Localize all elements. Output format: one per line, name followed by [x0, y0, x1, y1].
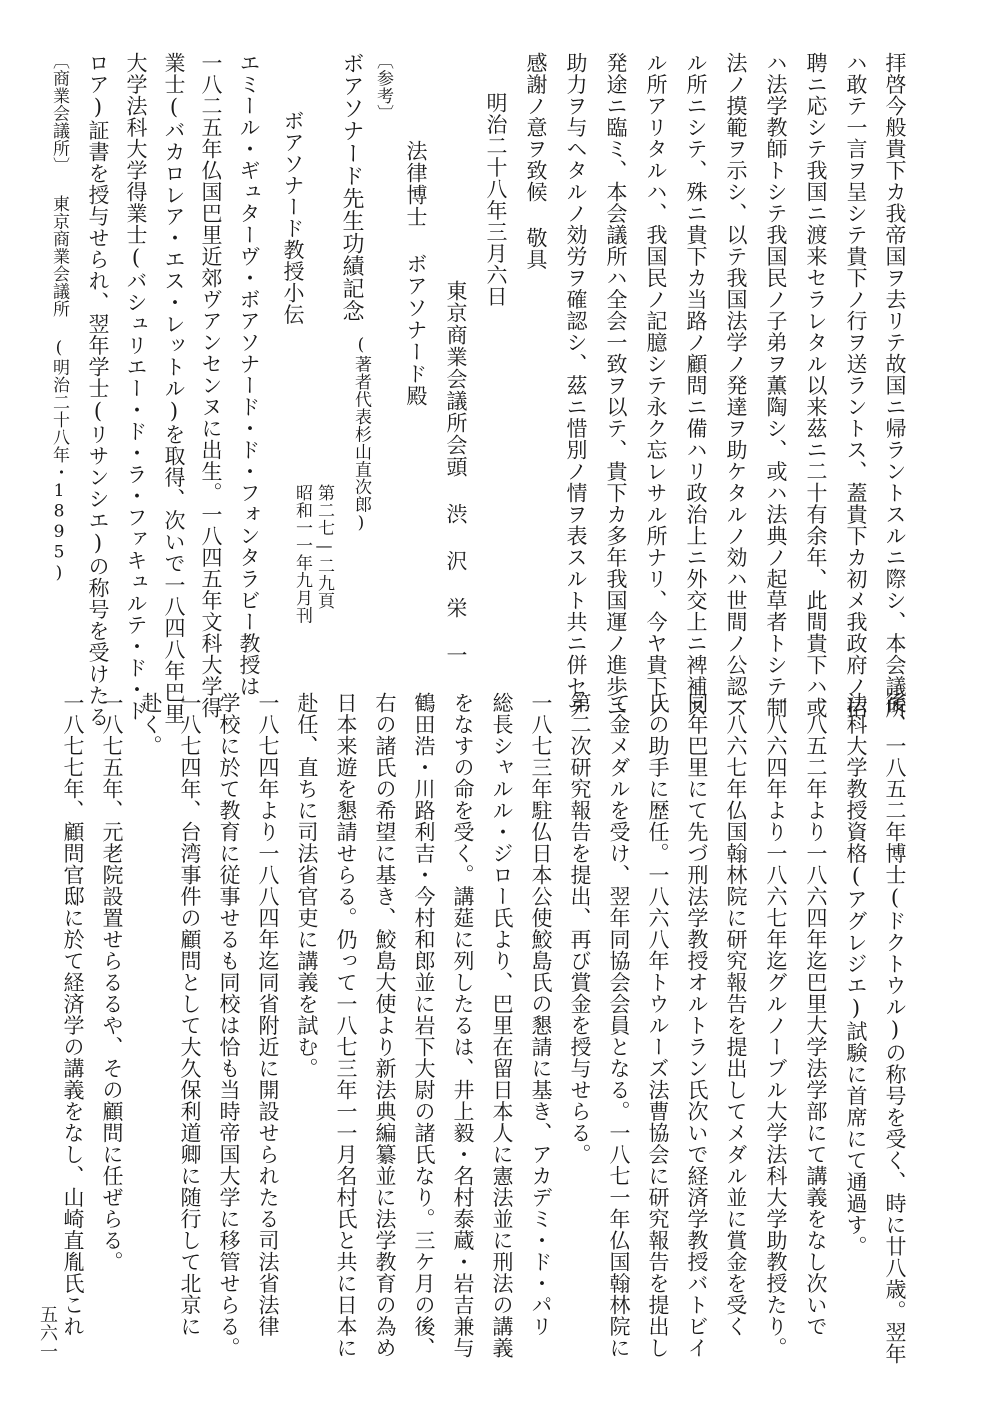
bio-continued-line: 後、一八五二年博士(ドクトウル)の称号を受く、時に廿八歳。翌年: [883, 692, 907, 1365]
reference-label: 〔参考〕: [373, 52, 393, 122]
reference-page: 第二七—二九頁: [314, 484, 334, 610]
bio-continued-line: て金メダルを受け、翌年同協会会員となる。一八七一年仏国翰林院に: [607, 692, 631, 1359]
letter-line: ル所アリタルハ、我国民ノ記臆シテ永ク忘レサル所ナリ、今ヤ貴下ノ: [644, 52, 668, 719]
bio-continued-line: 氏の助手に歴任。一八六八年トウルーズ法曹協会に研究報告を提出し: [646, 692, 670, 1359]
letter-date: 明治二十八年三月六日: [484, 92, 508, 307]
letter-line: 法ノ摸範ヲ示シ、以テ我国法学ノ発達ヲ助ケタルノ効ハ世間ノ公認ス: [724, 52, 748, 719]
bio-continued-line: 学校に於て教育に従事せるも同校は恰も当時帝国大学に移管せらる。: [217, 692, 241, 1359]
letter-line: ハ敢テ一言ヲ呈シテ貴下ノ行ヲ送ラントス、蓋貴下カ初メ我政府ノ招: [844, 52, 868, 719]
letter-line: 発途ニ臨ミ、本会議所ハ全会一致ヲ以テ、貴下カ多年我国運ノ進歩ニ: [604, 52, 628, 719]
letter-line: 助力ヲ与ヘタルノ効労ヲ確認シ、茲ニ惜別ノ情ヲ表スルト共ニ併セテ: [564, 52, 588, 719]
bio-line: エミール・ギュターヴ・ボアソナード・ド・フォンタラビー教授は: [237, 52, 261, 697]
reference-author: (著者代表杉山直次郎): [351, 335, 371, 534]
bio-continued-line: 同年巴里にて先づ刑法学教授オルトラン氏次いで経済学教授バトビイ: [685, 692, 709, 1359]
letter-line: ル所ニシテ、殊ニ貴下カ当路ノ顧問ニ備ハリ政治上ニ外交上ニ裨補ス: [684, 52, 708, 719]
reference-title: ボアソナード先生功績記念: [339, 52, 364, 322]
bio-line: 大学法科大学得業士(バシュリエー・ド・ラ・ファキュルテ・ド・ド: [124, 52, 148, 722]
bio-heading: ボアソナード教授小伝: [281, 110, 305, 325]
bio-continued-line: 総長シャルル・ジロー氏より、巴里在留日本人に憲法並に刑法の講義: [490, 692, 514, 1359]
letter-line: 拝啓今般貴下カ我帝国ヲ去リテ故国ニ帰ラントスルニ際シ、本会議所: [883, 52, 907, 719]
bio-continued-line: 第二次研究報告を提出、再び賞金を授与せらる。: [568, 692, 592, 1165]
bio-continued-line: 一八七四年より一八八四年迄同省附近に開設せられたる司法省法律: [256, 692, 280, 1337]
bio-continued-line: 一八七三年駐仏日本公使鮫島氏の懇請に基き、アカデミ・ド・パリ: [529, 692, 553, 1337]
bio-line: ロア)証書を授与せられ、翌年学士(リサンシエ)の称号を受けたる: [86, 52, 110, 728]
bio-continued-line: 一八七七年、顧問官邸に於て経済学の講義をなし、山崎直胤氏これ: [61, 692, 85, 1337]
bio-continued-line: をなすの命を受く。講莚に列したるは、井上毅・名村泰蔵・岩吉兼与: [451, 692, 475, 1359]
bio-continued-line: 赴任、直ちに司法省官吏に講義を試む。: [295, 692, 319, 1079]
bio-line: 業士(バカロレア・エス・レットル)を取得、次いで一八四八年巴里: [162, 52, 186, 725]
bio-continued-line: 右の諸氏の希望に基き、鮫島大使より新法典編纂並に法学教育の為め: [373, 692, 397, 1359]
source-note: 〔商業会議所〕 東京商業会議所 (明治二十八年・1895): [49, 52, 69, 584]
page-number: 五六一: [37, 1305, 58, 1361]
bio-continued-line: 一八七四年、台湾事件の顧問として大久保利道卿に随行して北京に: [178, 692, 202, 1337]
letter-line: 聘ニ応シテ我国ニ渡来セラレタル以来茲ニ二十有余年、此間貴下ハ或: [804, 52, 828, 719]
letter-sender: 東京商業会議所会頭 渋 沢 栄 一: [444, 280, 468, 666]
bio-continued-line: 一八五二年より一八六四年迄巴里大学法学部にて講義をなし次いで: [804, 692, 828, 1337]
letter-line: ハ法学教師トシテ我国民ノ子弟ヲ薫陶シ、或ハ法典ノ起草者トシテ制: [764, 52, 788, 719]
bio-continued-line: 法科大学教授資格(アグレジエ)試験に首席にて通過す。: [844, 692, 868, 1257]
letter-recipient: 法律博士 ボアソナード殿: [404, 140, 428, 407]
bio-continued-line: 一八七五年、元老院設置せらるるや、その顧問に任ぜらる。: [100, 692, 124, 1273]
reference-date: 昭和一一年九月刊: [292, 484, 312, 624]
bio-continued-line: 赴く。: [139, 692, 163, 757]
bio-continued-line: 鶴田浩・川路利吉・今村和郎並に岩下大尉の諸氏なり。三ケ月の後、: [412, 692, 436, 1359]
bio-continued-line: 一八六七年仏国翰林院に研究報告を提出してメダル並に賞金を受く: [724, 692, 748, 1337]
bio-line: 一八二五年仏国巴里近郊ヴアンセンヌに出生。一八四五年文科大学得: [199, 52, 223, 719]
letter-line: 感謝ノ意ヲ致候 敬具: [524, 52, 548, 270]
bio-continued-line: 日本来遊を懇請せらる。仍って一八七三年一一月名村氏と共に日本に: [334, 692, 358, 1359]
bio-continued-line: 一八六四年より一八六七年迄グルノーブル大学法科大学助教授たり。: [764, 692, 788, 1359]
